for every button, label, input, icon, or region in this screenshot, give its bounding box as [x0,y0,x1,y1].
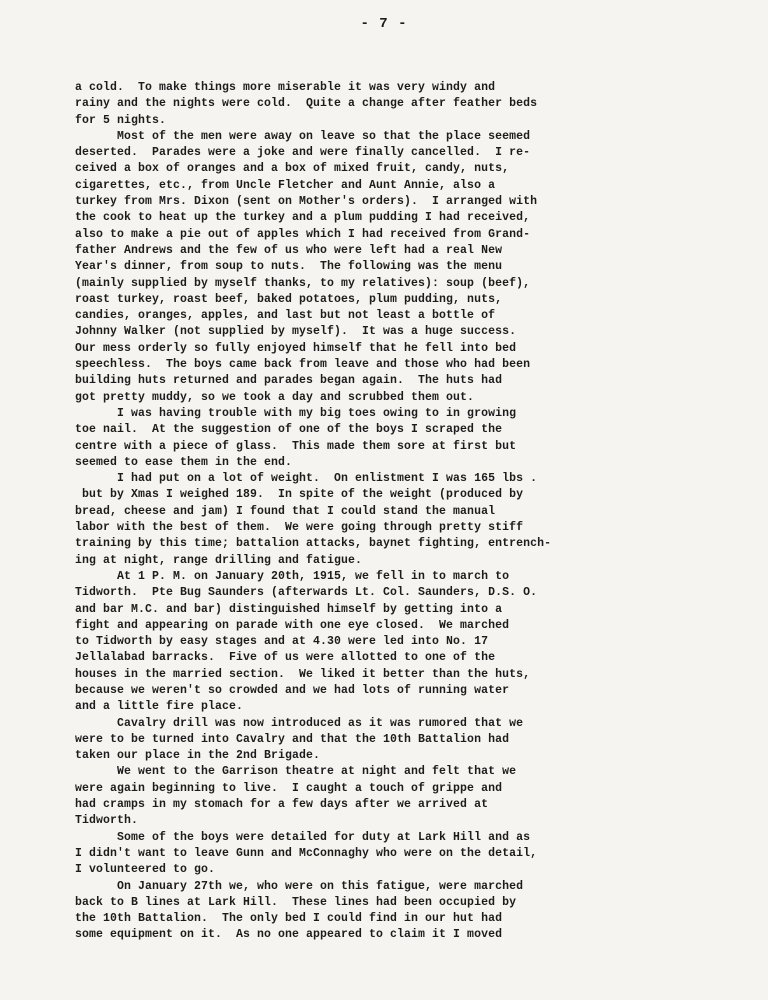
text-line: I was having trouble with my big toes owing to in growing [75,406,517,420]
text-line: also to make a pie out of apples which I had received from Grand- [75,227,531,241]
text-line: Tidworth. Pte Bug Saunders (afterwards Lt. Col. Saunders, D.S. O. [75,586,538,600]
text-line: were again beginning to live. I caught a touch of grippe and [75,781,503,795]
text-line: to Tidworth by easy stages and at 4.30 were led into No. 17 [75,635,489,649]
text-line: the 10th Battalion. The only bed I could find in our hut had [75,912,503,926]
text-line: Johnny Walker (not supplied by myself). It was a huge success. [75,325,517,339]
text-line: fight and appearing on parade with one eye closed. We marched [75,618,510,632]
text-line: We went to the Garrison theatre at night and felt that we [75,765,517,779]
text-line: turkey from Mrs. Dixon (sent on Mother's orders). I arranged with [75,195,538,209]
text-line: At 1 P. M. on January 20th, 1915, we fell in to march to [75,569,510,583]
text-line: because we weren't so crowded and we had lots of running water [75,683,510,697]
text-line: and bar M.C. and bar) distinguished himself by getting into a [75,602,503,616]
text-line: houses in the married section. We liked it better than the huts, [75,667,531,681]
text-line: roast turkey, roast beef, baked potatoes, plum pudding, nuts, [75,292,503,306]
text-line: I had put on a lot of weight. On enlistment I was 165 lbs . [75,472,538,486]
text-line: Year's dinner, from soup to nuts. The following was the menu [75,260,503,274]
text-line: ceived a box of oranges and a box of mixed fruit, candy, nuts, [75,162,510,176]
text-line: labor with the best of them. We were going through pretty stiff [75,521,524,535]
text-line: got pretty muddy, so we took a day and scrubbed them out. [75,390,475,404]
body-text [75,80,715,944]
text-line: for 5 nights. [75,113,167,127]
text-line: centre with a piece of glass. This made them sore at first but [75,439,517,453]
text-line: building huts returned and parades began again. The huts had [75,374,503,388]
text-line: Jellalabad barracks. Five of us were allotted to one of the [75,651,496,665]
text-line: seemed to ease them in the end. [75,455,293,469]
text-line: rainy and the nights were cold. Quite a change after feather beds [75,97,538,111]
text-line: candies, oranges, apples, and last but not least a bottle of [75,309,496,323]
text-line: I volunteered to go. [75,863,216,877]
text-line: taken our place in the 2nd Brigade. [75,749,321,763]
text-line: Cavalry drill was now introduced as it was rumored that we [75,716,524,730]
text-line: the cook to heat up the turkey and a plum pudding I had received, [75,211,531,225]
page-number: - 7 - [360,16,408,32]
text-line: some equipment on it. As no one appeared to claim it I moved [75,928,503,942]
text-line: bread, cheese and jam) I found that I could stand the manual [75,504,496,518]
text-line: ing at night, range drilling and fatigue. [75,553,363,567]
text-line: Some of the boys were detailed for duty at Lark Hill and as [75,830,531,844]
text-line: deserted. Parades were a joke and were finally cancelled. I re- [75,146,531,160]
text-line: On January 27th we, who were on this fatigue, were marched [75,879,524,893]
text-line: training by this time; battalion attacks, baynet fighting, entrench- [75,537,552,551]
text-line: father Andrews and the few of us who were left had a real New [75,243,503,257]
text-line: toe nail. At the suggestion of one of the boys I scraped the [75,423,503,437]
text-line: Tidworth. [75,814,139,828]
text-line: Our mess orderly so fully enjoyed himself that he fell into bed [75,341,517,355]
text-line: (mainly supplied by myself thanks, to my relatives): soup (beef), [75,276,531,290]
text-line: were to be turned into Cavalry and that the 10th Battalion had [75,732,510,746]
text-line: but by Xmas I weighed 189. In spite of the weight (produced by [75,488,524,502]
text-line: back to B lines at Lark Hill. These lines had been occupied by [75,895,517,909]
text-line: speechless. The boys came back from leave and those who had been [75,358,531,372]
text-line: a cold. To make things more miserable it was very windy and [75,81,496,94]
text-line: cigarettes, etc., from Uncle Fletcher and Aunt Annie, also a [75,178,496,192]
text-line: Most of the men were away on leave so that the place seemed [75,129,531,143]
text-line: had cramps in my stomach for a few days after we arrived at [75,798,489,812]
text-line: I didn't want to leave Gunn and McConnaghy who were on the detail, [75,846,538,860]
text-line: and a little fire place. [75,700,244,714]
